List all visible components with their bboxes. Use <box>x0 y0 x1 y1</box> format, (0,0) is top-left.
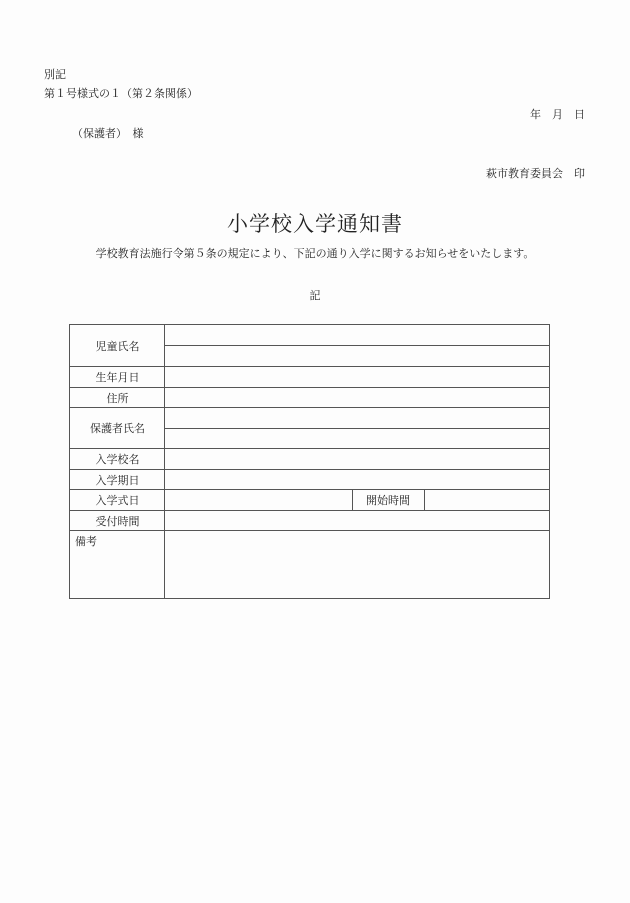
label-birthdate: 生年月日 <box>95 371 140 384</box>
label-start-time: 開始時間 <box>366 494 410 507</box>
child-name-kana-field[interactable] <box>165 346 549 366</box>
info-table <box>69 324 550 599</box>
annex-label: 別記 <box>44 68 66 81</box>
issuer-line: 萩市教育委員会 印 <box>486 167 585 180</box>
label-remarks: 備考 <box>75 535 97 548</box>
form-number: 第１号様式の１（第２条関係） <box>44 87 198 100</box>
ki-marker: 記 <box>309 289 321 302</box>
label-entry-date: 入学期日 <box>95 474 140 487</box>
guardian-name-kana-field[interactable] <box>165 429 549 448</box>
label-address: 住所 <box>106 392 129 405</box>
ceremony-date-field[interactable] <box>165 490 352 510</box>
recipient-line: （保護者） 様 <box>72 127 144 140</box>
guardian-name-field[interactable] <box>165 408 549 428</box>
reception-time-field[interactable] <box>165 511 549 530</box>
start-time-field[interactable] <box>425 490 549 510</box>
address-field[interactable] <box>165 388 549 407</box>
child-name-field[interactable] <box>165 325 549 345</box>
label-ceremony-date: 入学式日 <box>95 494 140 507</box>
entry-date-field[interactable] <box>165 470 549 489</box>
lead-text: 学校教育法施行令第５条の規定により、下記の通り入学に関するお知らせをいたします。 <box>95 247 535 260</box>
label-reception-time: 受付時間 <box>95 515 140 528</box>
label-school-name: 入学校名 <box>95 453 140 466</box>
label-child-name: 児童氏名 <box>95 340 140 353</box>
date-line: 年 月 日 <box>530 108 585 121</box>
school-name-field[interactable] <box>165 449 549 469</box>
remarks-field[interactable] <box>165 531 549 598</box>
document-title: 小学校入学通知書 <box>227 212 403 236</box>
label-guardian-name: 保護者氏名 <box>90 422 145 435</box>
birthdate-field[interactable] <box>165 367 549 387</box>
